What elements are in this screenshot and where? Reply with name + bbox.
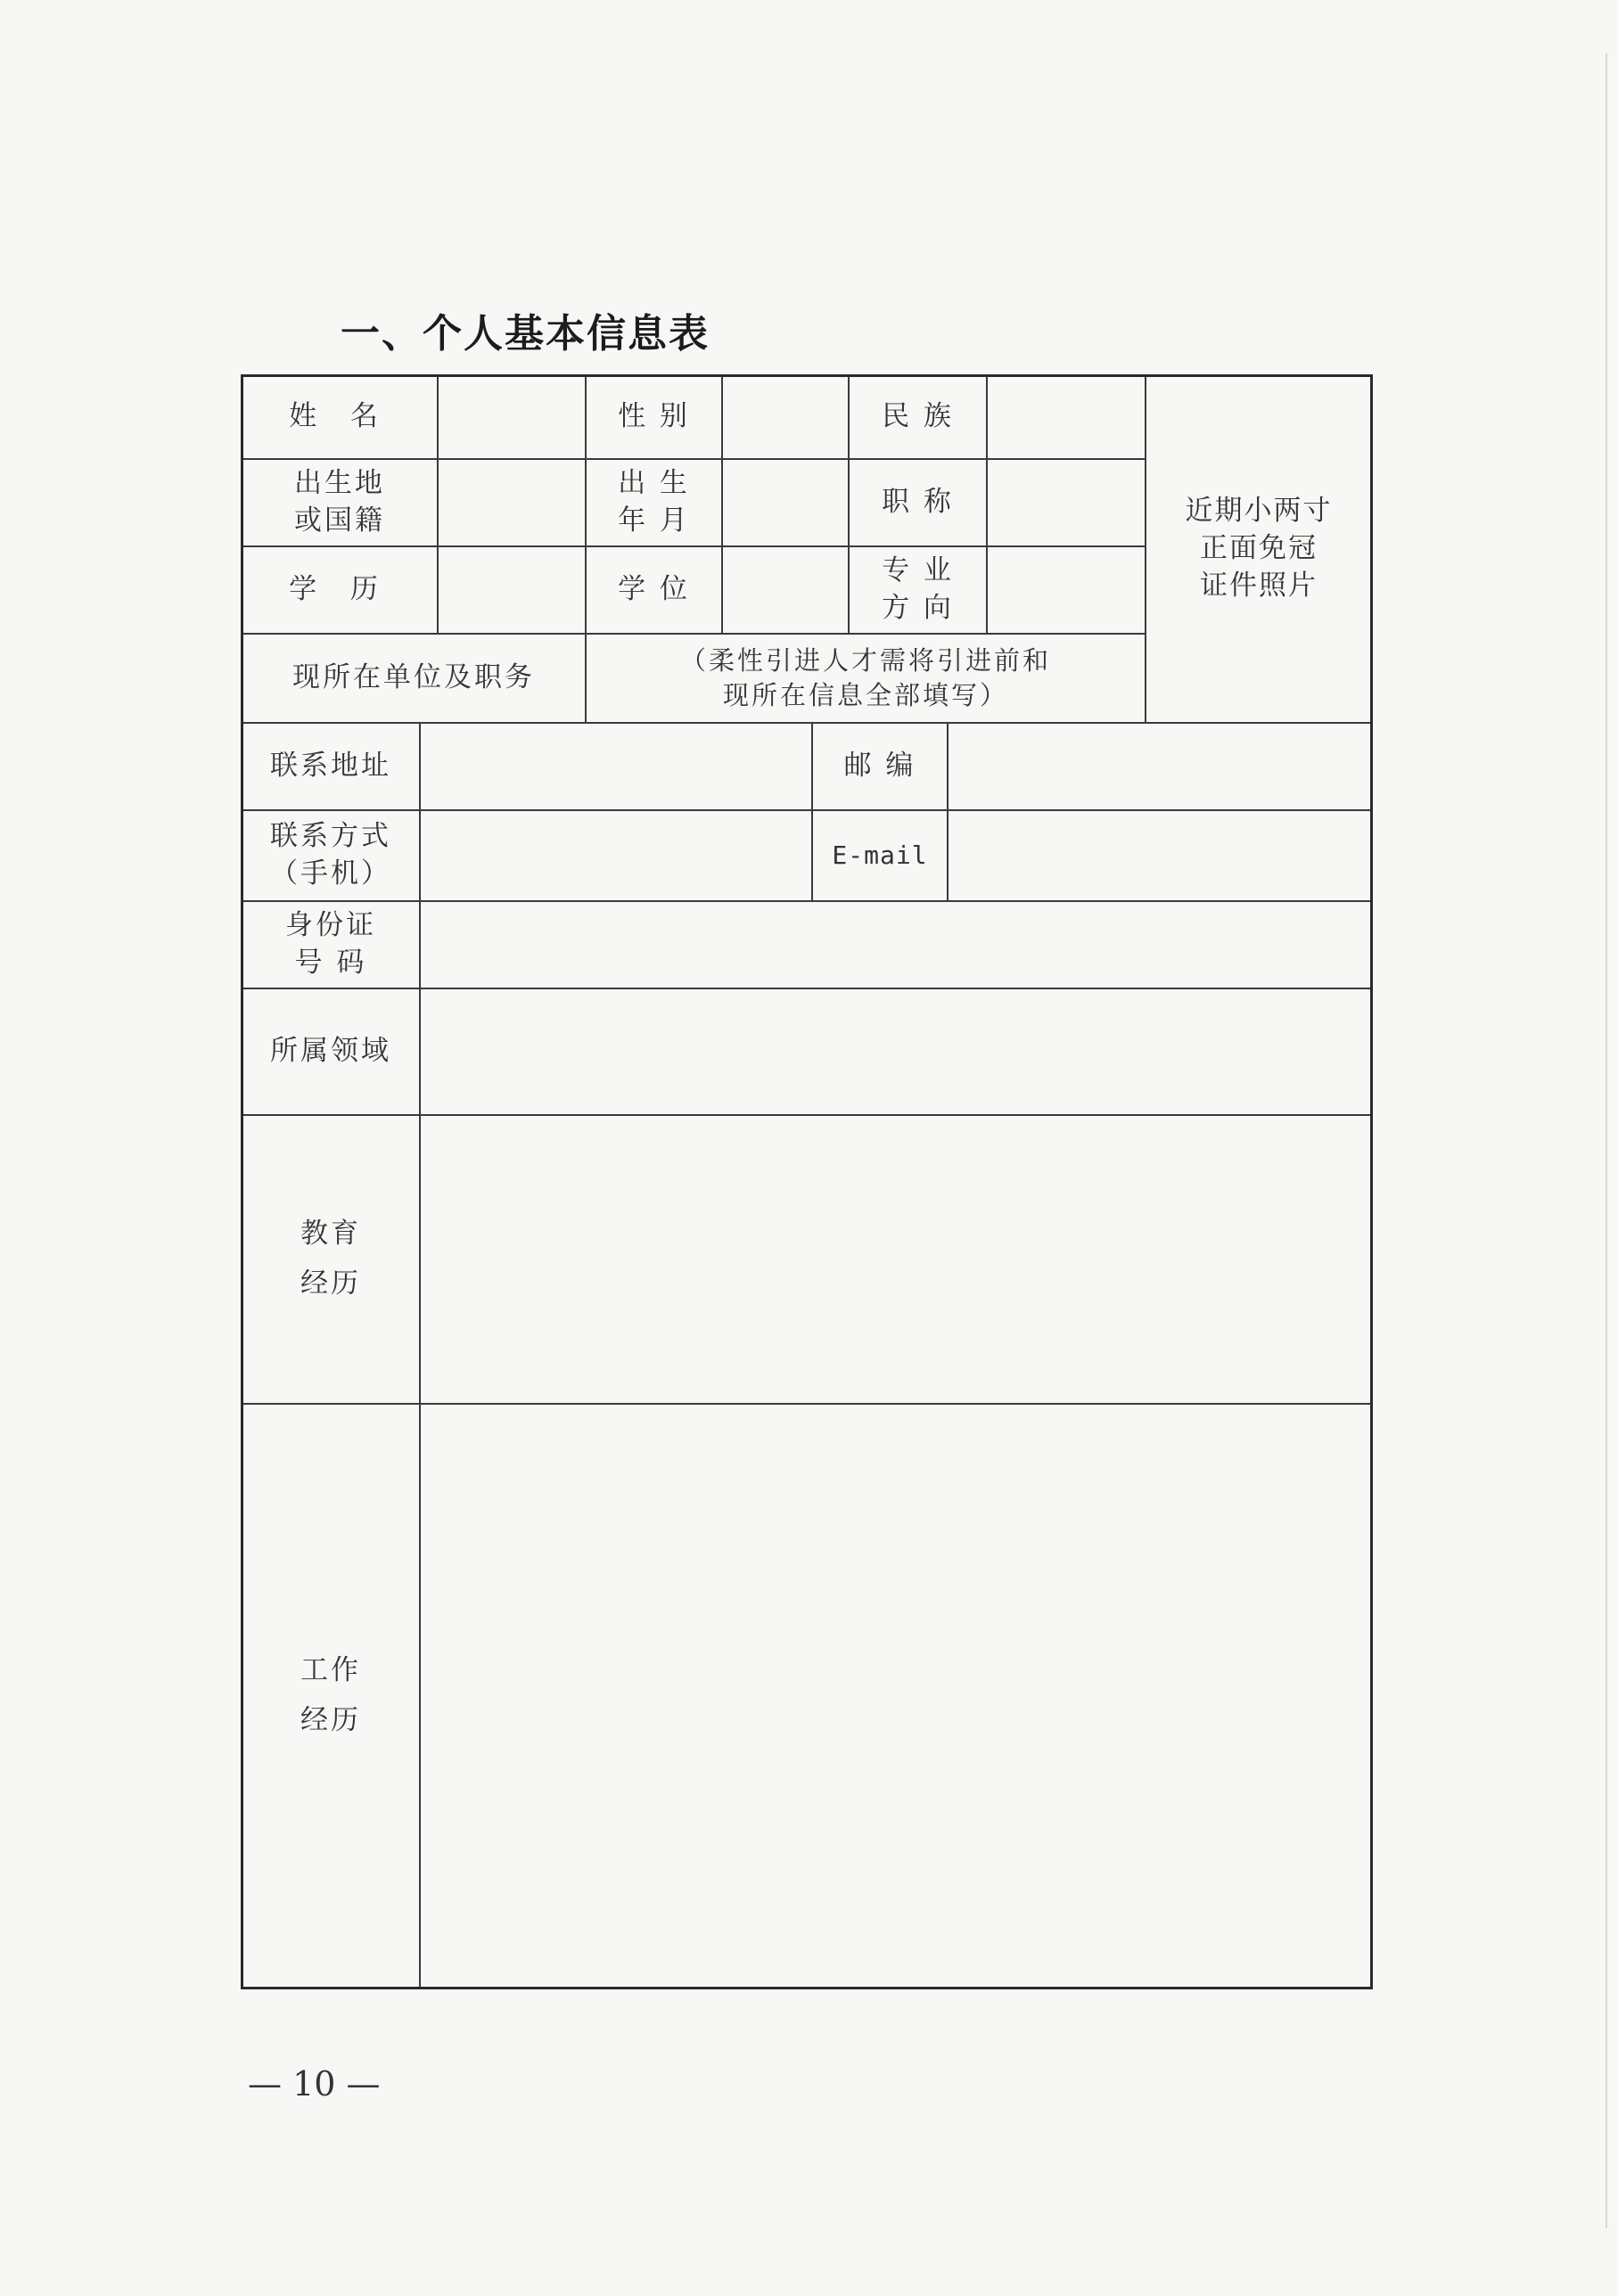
id-number-field[interactable]: [419, 900, 1373, 989]
name-field[interactable]: [437, 374, 587, 460]
label-work-history: 工作 经历: [241, 1403, 421, 1989]
label-birthplace: 出生地 或国籍: [241, 458, 439, 547]
employer-field[interactable]: [585, 633, 1146, 724]
section-heading: 一、个人基本信息表: [341, 311, 710, 357]
education-history-area[interactable]: [419, 1114, 1373, 1405]
photo-box[interactable]: 近期小两寸 正面免冠 证件照片: [1145, 374, 1373, 724]
label-degree: 学 位: [585, 545, 723, 635]
address-field[interactable]: [419, 722, 813, 811]
employer-note: （柔性引进人才需将引进前和 现所在信息全部填写）: [679, 644, 1051, 710]
label-education-history: 教育 经历: [241, 1114, 421, 1405]
label-postcode: 邮 编: [811, 722, 949, 811]
label-contact: 联系方式 （手机）: [241, 809, 421, 902]
label-field: 所属领域: [241, 988, 421, 1116]
work-history-area[interactable]: [419, 1403, 1373, 1989]
label-education: 学 历: [241, 545, 439, 635]
birthplace-field[interactable]: [437, 458, 587, 547]
label-id-number: 身份证 号 码: [241, 900, 421, 989]
label-gender: 性 别: [585, 374, 723, 460]
label-title: 职 称: [848, 458, 988, 547]
label-ethnicity: 民 族: [848, 374, 988, 460]
gender-field[interactable]: [721, 374, 850, 460]
email-field[interactable]: [947, 809, 1373, 902]
mobile-field[interactable]: [419, 809, 813, 902]
label-birth-date: 出 生 年 月: [585, 458, 723, 547]
label-name: 姓 名: [241, 374, 439, 460]
major-field[interactable]: [986, 545, 1146, 635]
page-number: — 10 —: [248, 2064, 381, 2103]
birth-date-field[interactable]: [721, 458, 850, 547]
label-address: 联系地址: [241, 722, 421, 811]
title-field[interactable]: [986, 458, 1146, 547]
postcode-field[interactable]: [947, 722, 1373, 811]
label-email: E-mail: [811, 809, 949, 902]
label-employer: 现所在单位及职务: [241, 633, 587, 724]
education-field[interactable]: [437, 545, 587, 635]
label-major: 专 业 方 向: [848, 545, 988, 635]
field-area[interactable]: [419, 988, 1373, 1116]
degree-field[interactable]: [721, 545, 850, 635]
ethnicity-field[interactable]: [986, 374, 1146, 460]
